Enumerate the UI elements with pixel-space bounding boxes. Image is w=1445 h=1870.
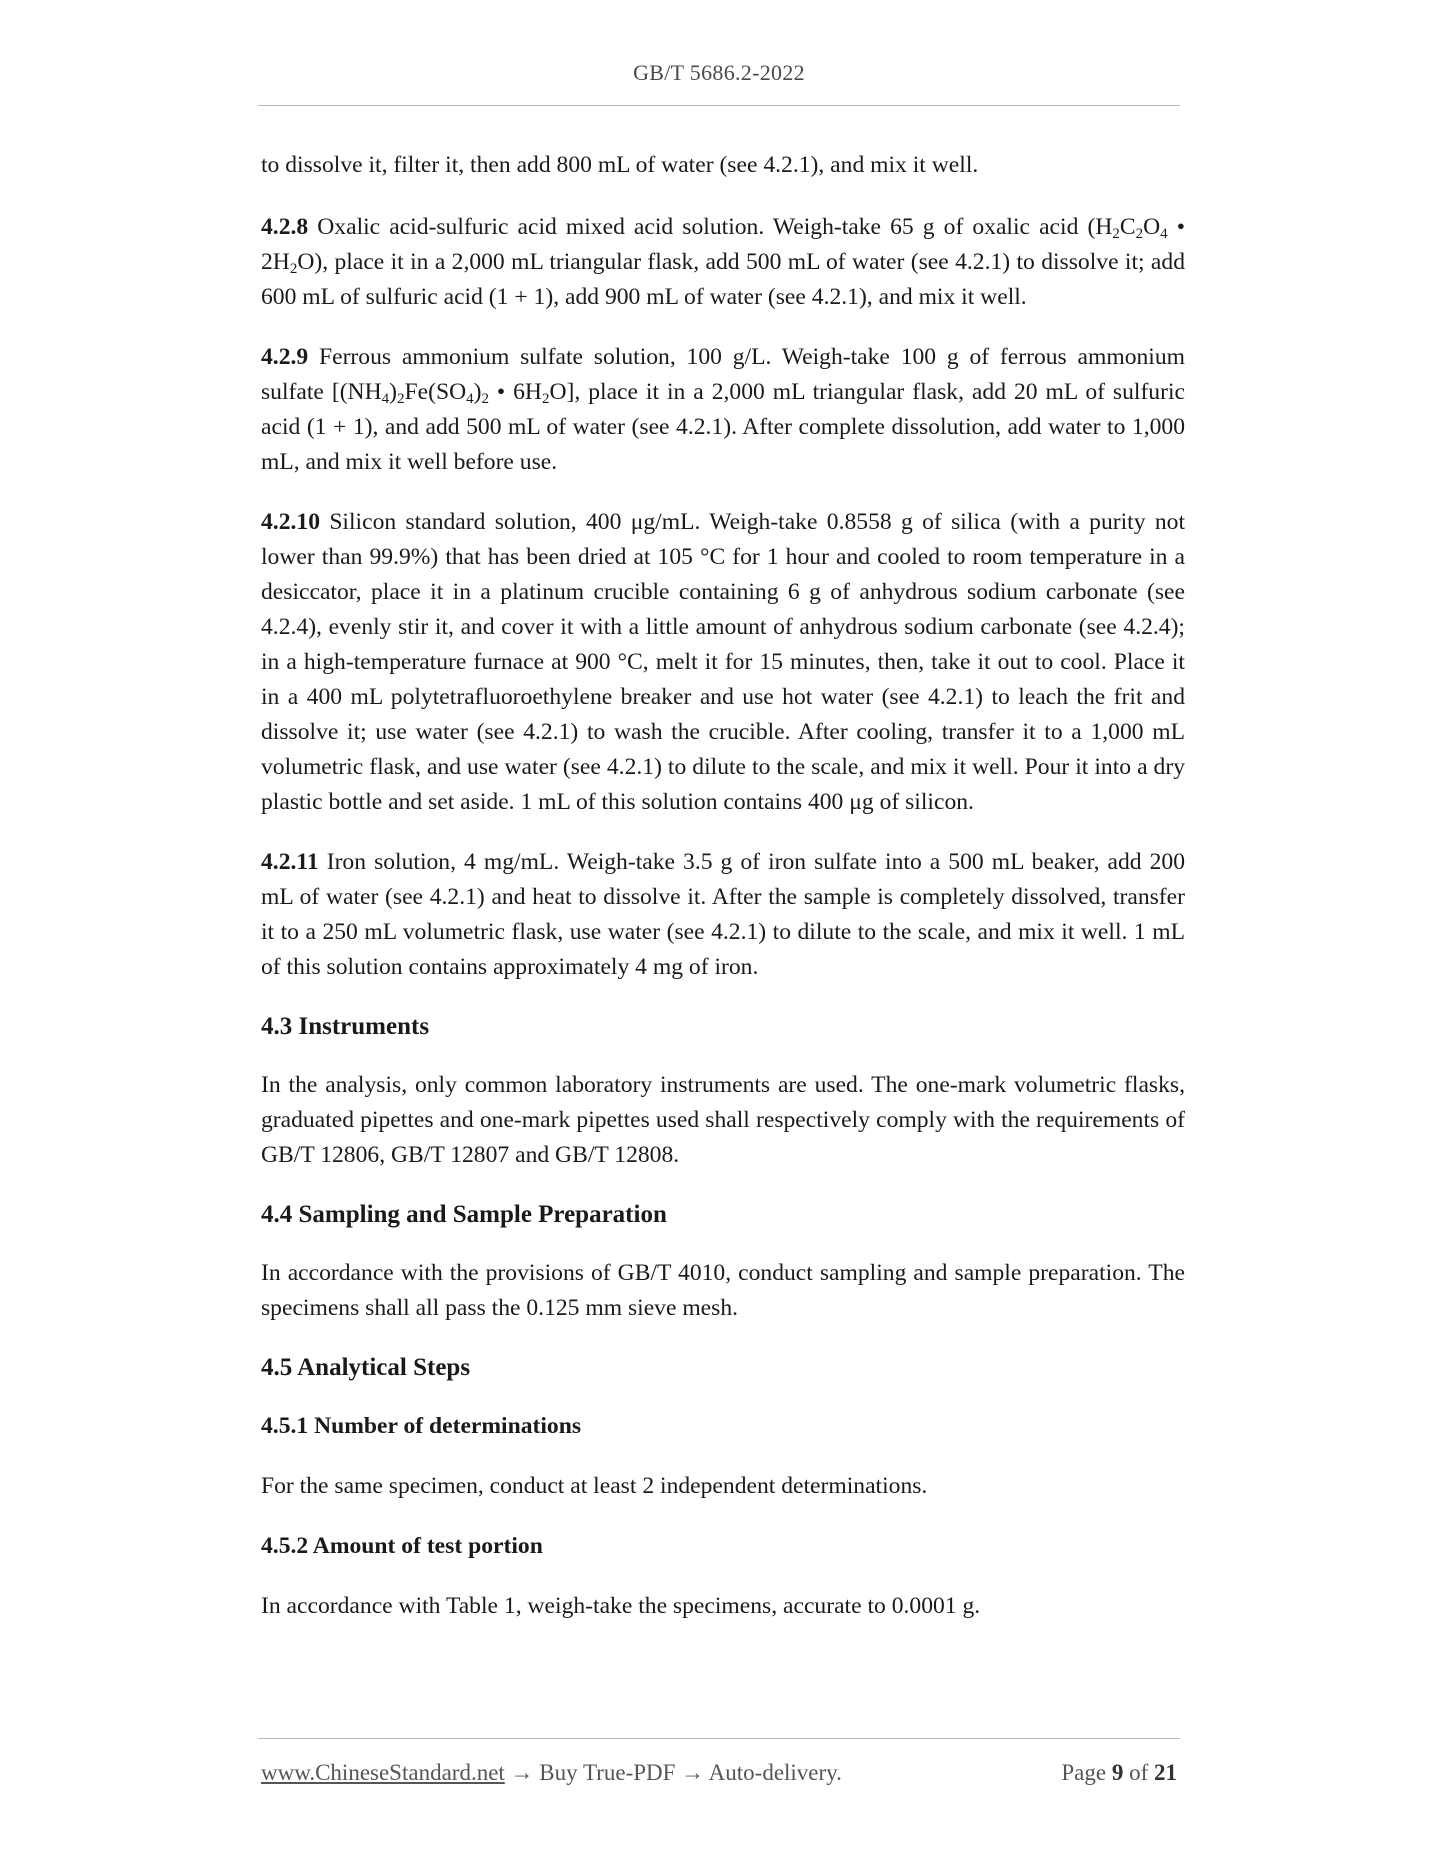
clause-number: 4.2.10 [261, 509, 320, 535]
clause-4-2-10: 4.2.10 Silicon standard solution, 400 μg/mL. Weigh-take 0.8558 g of silica (with a purity not lower than 99.9%) that has been dried at 105 °C for 1 hour and cooled to room temperature in a desiccator, place it in a platinum crucible containing 6 g of anhydrous sodium carbonate (see 4.2.4), evenly stir it, and cover it with a little amount of anhydrous sodium carbonate (see 4.2.4); in a high-temperature furnace at 900 °C, melt it for 15 minutes, then, take it out to cool. Place it in a 400 mL polytetrafluoroethylene breaker and use hot water (see 4.2.1) to leach the frit and dissolve it; use water (see 4.2.1) to wash the crucible. After cooling, transfer it to a 1,000 mL volumetric flask, and use water (see 4.2.1) to dilute to the scale, and mix it well. Pour it into a dry plastic bottle and set aside. 1 mL of this solution contains 400 μg of silicon. [261, 509, 1185, 815]
page-footer [261, 1760, 1181, 1786]
clause-4-2-8: 4.2.8 Oxalic acid-sulfuric acid mixed acid solution. Weigh-take 65 g of oxalic acid ($H_2C_2O_4$ • $2H_2O$), place it in a 2,000 mL triangular flask, add 500 mL of water (see 4.2.1) to dissolve it; add 600 mL of sulfuric acid (1 + 1), add 900 mL of water (see 4.2.1), and mix it well. [261, 214, 1185, 310]
header-divider [258, 105, 1180, 106]
heading-4-5-1: 4.5.1 Number of determinations [261, 1413, 582, 1439]
continued-paragraph: to dissolve it, filter it, then add 800 mL of water (see 4.2.1), and mix it well. [261, 152, 979, 178]
clause-number: 4.2.11 [261, 849, 319, 875]
paragraph-4-5-1: For the same specimen, conduct at least 2 independent determinations. [261, 1473, 928, 1499]
website-link[interactable]: www.ChineseStandard.net [261, 1760, 505, 1785]
clause-4-2-11: 4.2.11 Iron solution, 4 mg/mL. Weigh-take 3.5 g of iron sulfate into a 500 mL beaker, add 200 mL of water (see 4.2.1) and heat to dissolve it. After the sample is completely dissolved, transfer it to a 250 mL volumetric flask, use water (see 4.2.1) to dilute to the scale, and mix it well. 1 mL of this solution contains approximately 4 mg of iron. [261, 849, 1185, 980]
page-number: 9 [1111, 1760, 1124, 1785]
clause-number: 4.2.9 [261, 344, 309, 370]
promo-text: → Buy True-PDF → Auto-delivery. [504, 1760, 842, 1785]
clause-number: 4.2.8 [261, 214, 309, 240]
heading-4-5: 4.5 Analytical Steps [261, 1354, 471, 1381]
heading-4-3: 4.3 Instruments [261, 1013, 430, 1040]
running-header: GB/T 5686.2-2022 [633, 60, 805, 85]
clause-4-2-9: 4.2.9 Ferrous ammonium sulfate solution, 100 g/L. Weigh-take 100 g of ferrous ammonium sulfate [$(NH_4)_2Fe(SO_4)_2$ • $6H_2O$], place it in a 2,000 mL triangular flask, add 20 mL of sulfuric acid (1 + 1), and add 500 mL of water (see 4.2.1). After complete dissolution, add water to 1,000 mL, and mix it well before use. [261, 344, 1185, 475]
page-counter: Page 9 of 21 [1061, 1760, 1177, 1785]
heading-4-4: 4.4 Sampling and Sample Preparation [261, 1201, 667, 1228]
paragraph-4-3: In the analysis, only common laboratory instruments are used. The one-mark volumetric flasks, graduated pipettes and one-mark pipettes used shall respectively comply with the requirements of GB/T 12806, GB/T 12807 and GB/T 12808. [261, 1072, 1185, 1168]
paragraph-4-4: In accordance with the provisions of GB/T 4010, conduct sampling and sample preparation. The specimens shall all pass the 0.125 mm sieve mesh. [261, 1260, 1185, 1321]
paragraph-4-5-2: In accordance with Table 1, weigh-take the specimens, accurate to 0.0001 g. [261, 1593, 981, 1619]
heading-4-5-2: 4.5.2 Amount of test portion [261, 1533, 543, 1559]
footer-divider [258, 1738, 1180, 1739]
page-total: 21 [1154, 1760, 1177, 1785]
document-body [261, 148, 1185, 1649]
